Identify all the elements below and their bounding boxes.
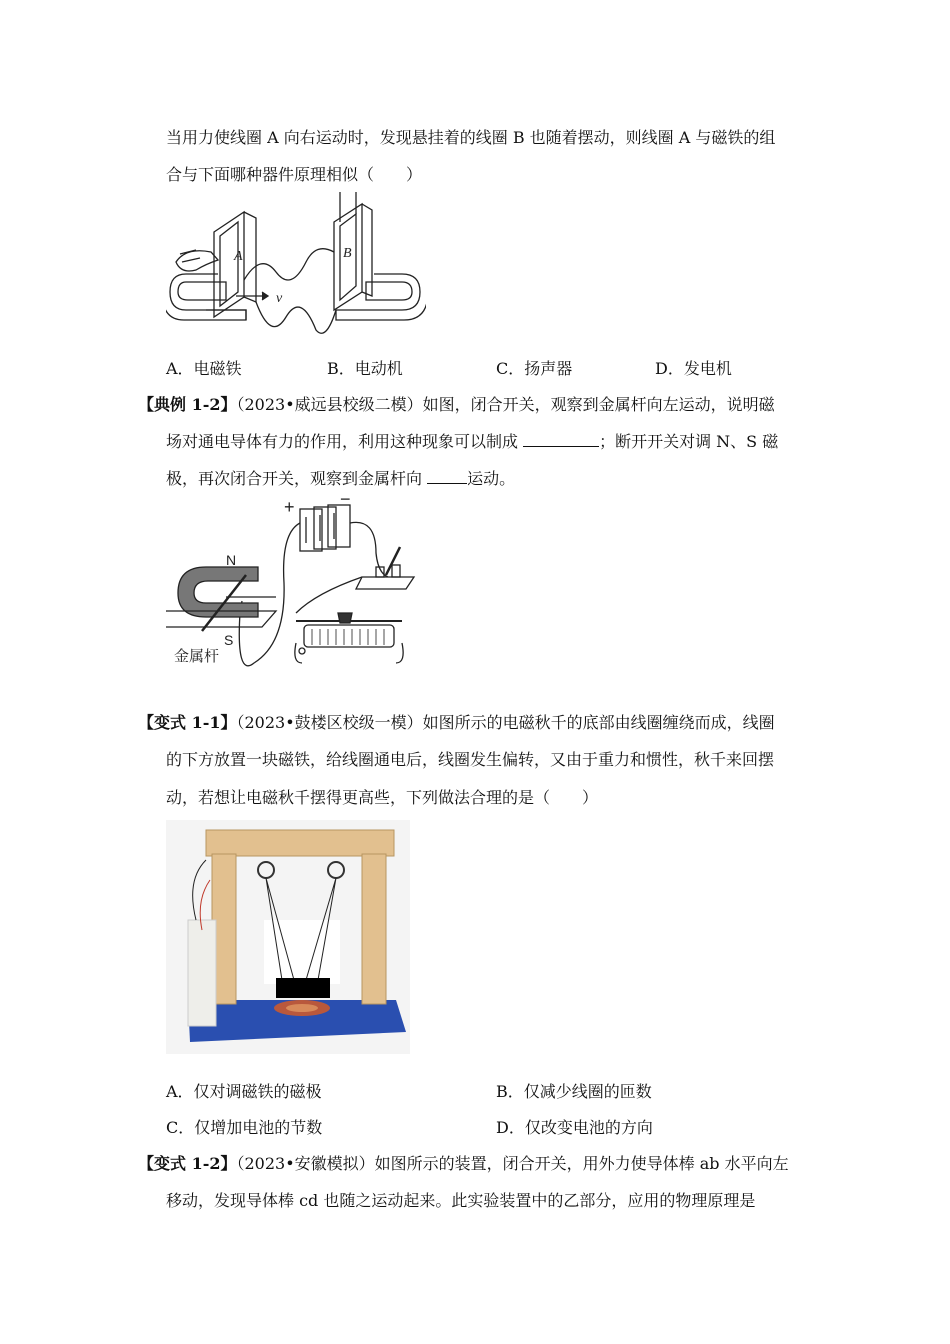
q2-tag: 【变式 1-1】 [138, 713, 237, 732]
q3-line-2: 移动，发现导体棒 cd 也随之运动起来。此实验装置中的乙部分，应用的物理原理是 [166, 1191, 756, 1210]
q1-text-3a: 极，再次闭合开关，观察到金属杆向 [166, 469, 428, 488]
q1-blank-2[interactable] [427, 467, 467, 484]
q0-option-c[interactable]: C．扬声器 [496, 359, 573, 378]
q0-option-b[interactable]: B．电动机 [327, 359, 403, 378]
q1-line-1 [138, 393, 775, 417]
circuit-figure [166, 493, 426, 693]
q3-line-1 [138, 1152, 789, 1176]
s-pole-label: S [224, 632, 234, 648]
q2-option-b[interactable]: B．仅减少线圈的匝数 [496, 1082, 652, 1101]
q0-line-2: 合与下面哪种器件原理相似（ ） [166, 165, 423, 184]
q2-line-3: 动，若想让电磁秋千摆得更高些，下列做法合理的是（ ） [166, 788, 599, 807]
q1-line-3 [166, 467, 515, 491]
coil-magnet-figure [166, 192, 426, 342]
rod-label: 金属杆 [174, 648, 220, 665]
label-a: A [234, 249, 243, 264]
q2-line-2: 的下方放置一块磁铁，给线圈通电后，线圈发生偏转，又由于重力和惯性，秋千来回摆 [166, 750, 775, 769]
q1-line-2 [166, 430, 778, 454]
swing-photo [166, 820, 410, 1054]
q2-option-a[interactable]: A．仅对调磁铁的磁极 [166, 1082, 322, 1101]
q0-line-1: 当用力使线圈 A 向右运动时，发现悬挂着的线圈 B 也随着摆动，则线圈 A 与磁铁的组 [166, 128, 776, 147]
q1-tag: 【典例 1-2】 [138, 395, 237, 414]
plus-label: + [284, 497, 295, 517]
minus-label: − [340, 493, 351, 509]
q2-option-c[interactable]: C．仅增加电池的节数 [166, 1118, 323, 1137]
q1-text-3b: 运动。 [467, 469, 516, 488]
q1-text-2a: 场对通电导体有力的作用，利用这种现象可以制成 [166, 432, 524, 451]
q1-text-2b: ；断开开关对调 N、S 磁 [599, 432, 779, 451]
n-pole-label: N [226, 552, 237, 568]
q2-line-1 [138, 711, 775, 735]
label-v: v [276, 291, 283, 306]
q3-text-1: （2023•安徽模拟）如图所示的装置，闭合开关，用外力使导体棒 ab 水平向左 [236, 1154, 789, 1173]
q0-option-a[interactable]: A．电磁铁 [166, 359, 242, 378]
q1-blank-1[interactable] [523, 430, 599, 447]
q0-option-d[interactable]: D．发电机 [655, 359, 732, 378]
q2-text-1: （2023•鼓楼区校级一模）如图所示的电磁秋千的底部由线圈缠绕而成，线圈 [236, 713, 775, 732]
q1-text-1: （2023•威远县校级二模）如图，闭合开关，观察到金属杆向左运动，说明磁 [236, 395, 775, 414]
q3-tag: 【变式 1-2】 [138, 1154, 237, 1173]
left-magnet-outline [166, 274, 246, 320]
q2-option-d[interactable]: D．仅改变电池的方向 [496, 1118, 653, 1137]
label-b: B [343, 246, 352, 261]
